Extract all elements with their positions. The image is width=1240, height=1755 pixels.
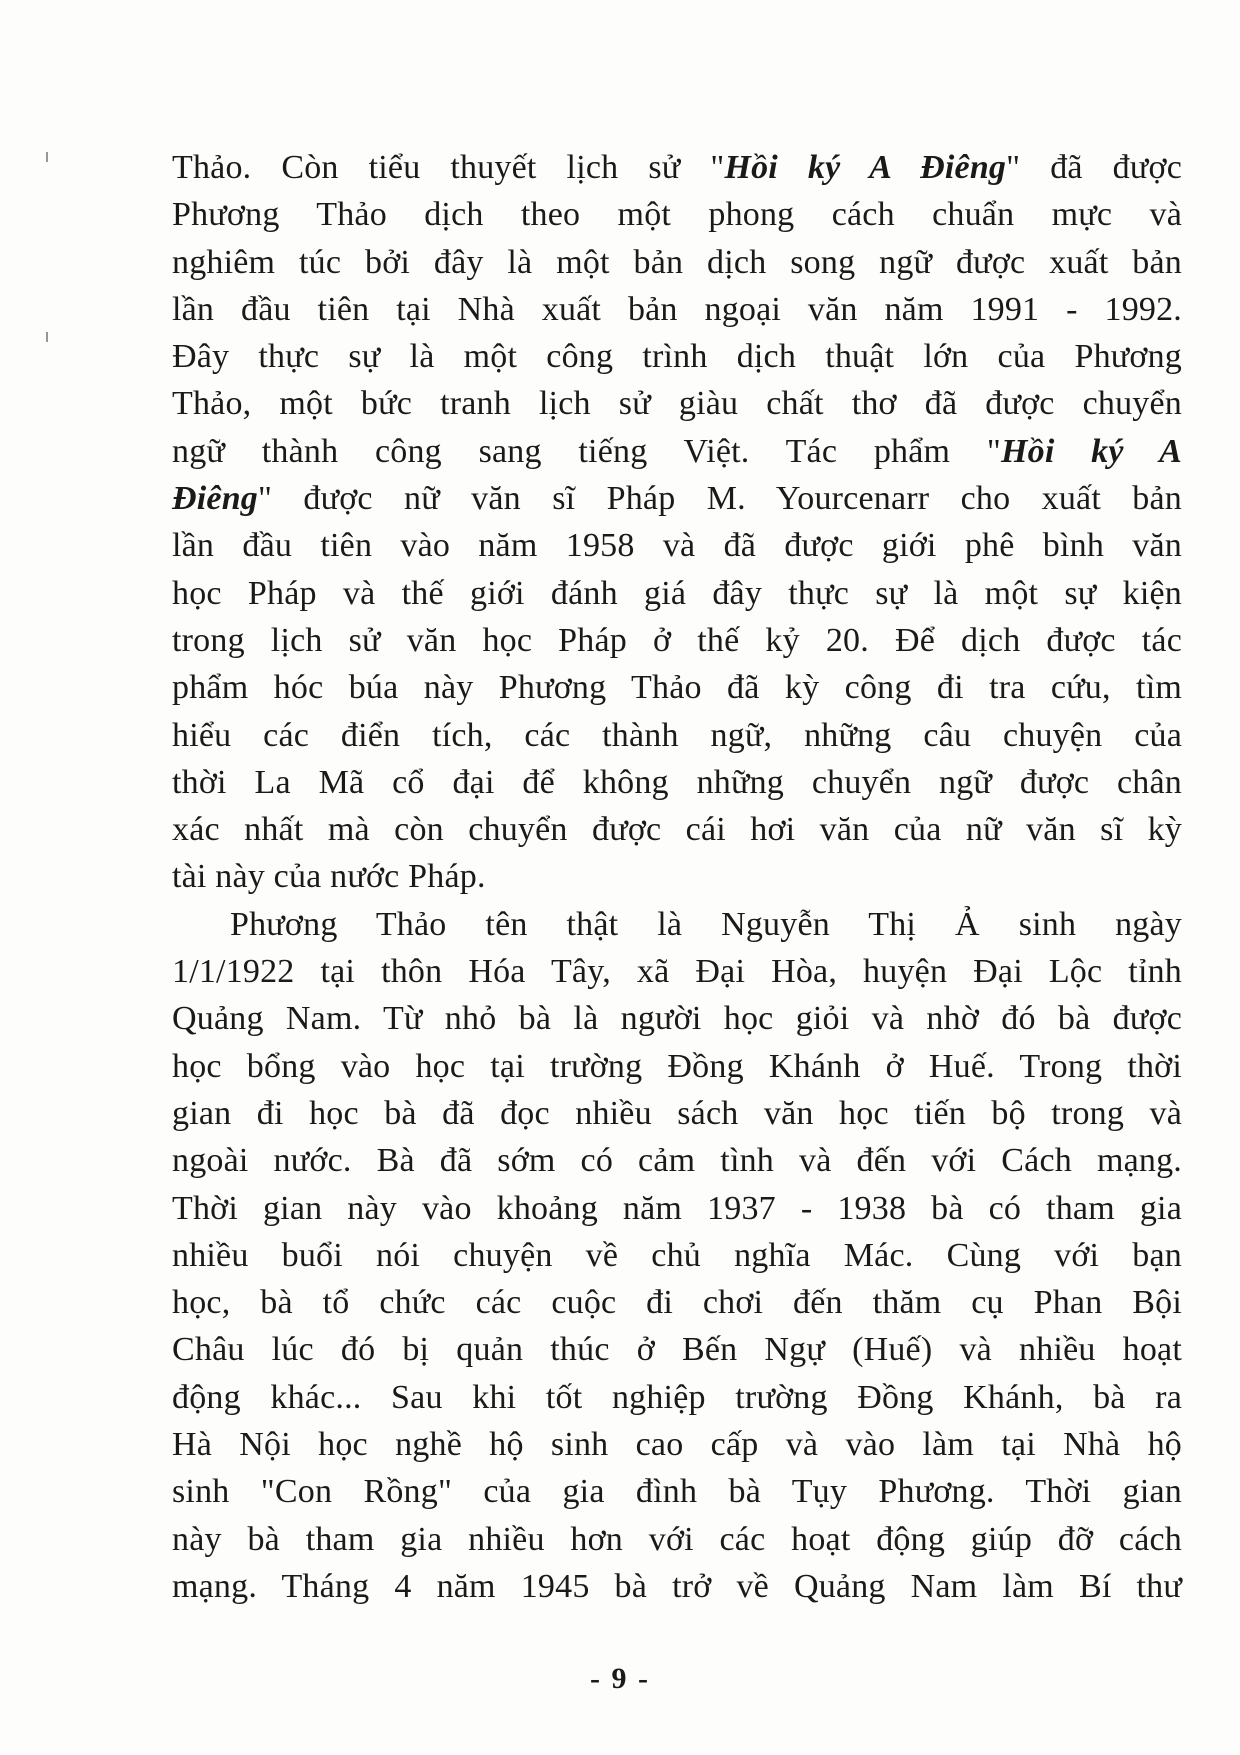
text-line: Thảo, một bức tranh lịch sử giàu chất thơ đã được chuyển: [172, 385, 1182, 423]
text-line: ngữ thành công sang tiếng Việt. Tác phẩm "Hồi ký A: [172, 432, 1183, 470]
book-title: Hồi ký A Điêng: [724, 149, 1007, 186]
text-line: học bổng vào học tại trường Đồng Khánh ở Huế. Trong thời: [172, 1047, 1182, 1085]
page-number: - 9 -: [590, 1662, 650, 1695]
text-line: này bà tham gia nhiều hơn với các hoạt động giúp đỡ cách: [172, 1520, 1182, 1558]
scan-margin-mark: [46, 152, 48, 162]
text-line: sinh "Con Rồng" của gia đình bà Tụy Phương. Thời gian: [172, 1473, 1182, 1511]
text-line: lần đầu tiên vào năm 1958 và đã được giới phê bình văn: [172, 527, 1182, 565]
book-title: Hồi ký A: [1000, 432, 1183, 470]
text-line: Phương Thảo dịch theo một phong cách chuẩn mực và: [172, 196, 1182, 234]
text-line: trong lịch sử văn học Pháp ở thế kỷ 20. Để dịch được tác: [172, 621, 1182, 659]
book-title: Điêng: [172, 480, 258, 518]
text-line: mạng. Tháng 4 năm 1945 bà trở về Quảng Nam làm Bí thư: [172, 1567, 1182, 1605]
text-line: Quảng Nam. Từ nhỏ bà là người học giỏi và nhờ đó bà được: [172, 1000, 1182, 1038]
text-line: Điêng" được nữ văn sĩ Pháp M. Yourcenarr cho xuất bản: [172, 480, 1182, 518]
text-line: học, bà tổ chức các cuộc đi chơi đến thăm cụ Phan Bội: [172, 1284, 1182, 1322]
paragraph-start-line: Phương Thảo tên thật là Nguyễn Thị Ả sinh ngày: [230, 905, 1182, 943]
text-line: Châu lúc đó bị quản thúc ở Bến Ngự (Huế) và nhiều hoạt: [172, 1331, 1182, 1369]
text-line: gian đi học bà đã đọc nhiều sách văn học tiến bộ trong và: [172, 1094, 1182, 1132]
text-line: 1/1/1922 tại thôn Hóa Tây, xã Đại Hòa, huyện Đại Lộc tỉnh: [172, 953, 1182, 991]
text-line: động khác... Sau khi tốt nghiệp trường Đồng Khánh, bà ra: [172, 1378, 1182, 1416]
text-line: lần đầu tiên tại Nhà xuất bản ngoại văn năm 1991 - 1992.: [172, 290, 1182, 328]
text-line: Thời gian này vào khoảng năm 1937 - 1938 bà có tham gia: [172, 1189, 1182, 1227]
text-line: Đây thực sự là một công trình dịch thuật lớn của Phương: [172, 338, 1182, 376]
text-line: tài này của nước Pháp.: [172, 858, 486, 896]
text-line: ngoài nước. Bà đã sớm có cảm tình và đến với Cách mạng.: [172, 1142, 1182, 1180]
text-line: phẩm hóc búa này Phương Thảo đã kỳ công đi tra cứu, tìm: [172, 669, 1182, 707]
text-line: Hà Nội học nghề hộ sinh cao cấp và vào làm tại Nhà hộ: [172, 1426, 1182, 1464]
body-text: [172, 144, 1182, 1610]
text-line: Thảo. Còn tiểu thuyết lịch sử "Hồi ký A Điêng" đã được: [172, 149, 1182, 186]
text-line: xác nhất mà còn chuyển được cái hơi văn của nữ văn sĩ kỳ: [172, 811, 1182, 849]
text-line: học Pháp và thế giới đánh giá đây thực sự là một sự kiện: [172, 574, 1182, 612]
text-line: nhiều buổi nói chuyện về chủ nghĩa Mác. Cùng với bạn: [172, 1236, 1182, 1274]
text-line: hiểu các điển tích, các thành ngữ, những câu chuyện của: [172, 716, 1182, 754]
text-line: thời La Mã cổ đại để không những chuyển ngữ được chân: [172, 763, 1182, 801]
scan-margin-mark: [46, 332, 48, 342]
text-line: nghiêm túc bởi đây là một bản dịch song ngữ được xuất bản: [172, 243, 1182, 281]
